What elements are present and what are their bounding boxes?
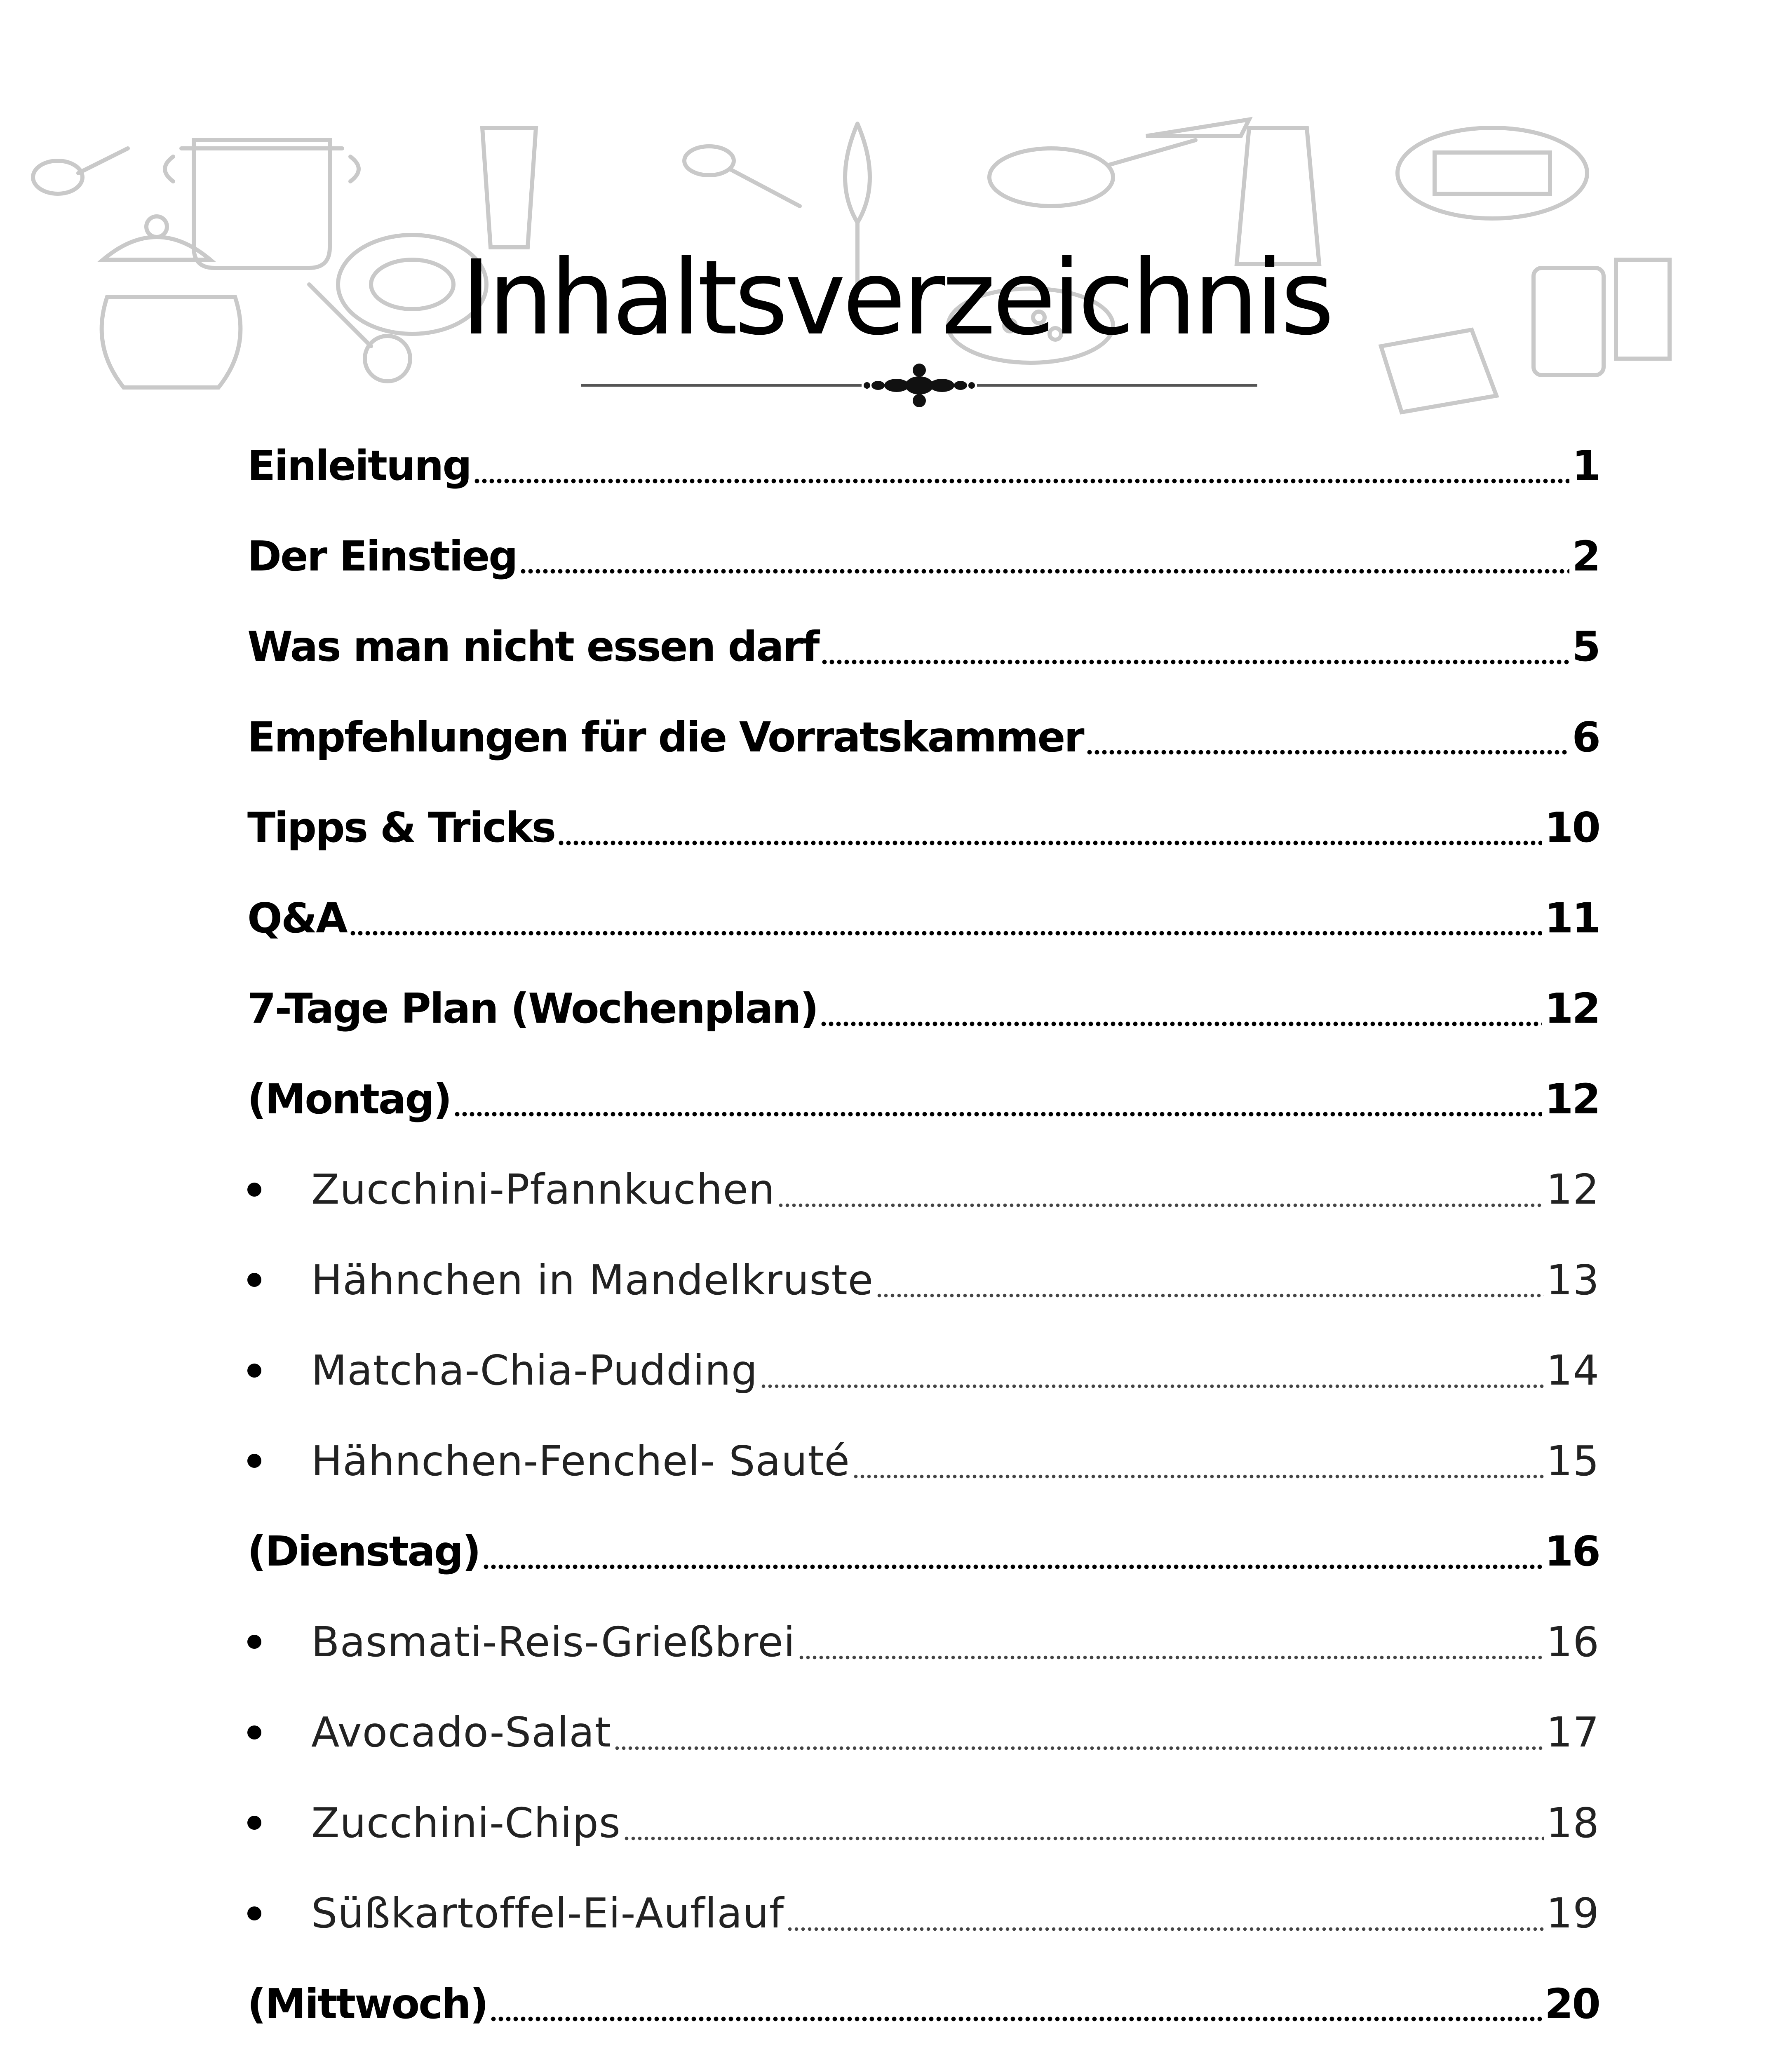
- toc-entry-page: 19: [1546, 1889, 1599, 1938]
- bullet-icon: [247, 1816, 261, 1830]
- toc-entry-vorratskammer[interactable]: [247, 692, 1599, 783]
- dot-leader: [777, 1169, 1543, 1210]
- toc-entry-page: 14: [1546, 1346, 1599, 1395]
- toc-entry-page: 6: [1572, 713, 1599, 761]
- toc-entry-was-man-nicht-essen-darf[interactable]: [247, 601, 1599, 692]
- dot-leader: [853, 1440, 1544, 1481]
- bullet-icon: [247, 1183, 261, 1197]
- toc-entry-mittwoch[interactable]: [247, 1959, 1599, 2049]
- bullet-icon: [247, 1364, 261, 1378]
- dot-leader: [798, 1621, 1544, 1662]
- toc-entry-label: Matcha-Chia-Pudding: [311, 1346, 758, 1395]
- toc-entry-page: 18: [1546, 1798, 1599, 1847]
- toc-entry-label: Zucchini-Pfannkuchen: [311, 1165, 775, 1214]
- toc-entry-avocado-salat[interactable]: [247, 1687, 1599, 1778]
- toc-entry-label: Tipps & Tricks: [247, 803, 555, 852]
- toc-entry-page: 20: [1544, 1979, 1599, 2028]
- toc-entry-label: (Mittwoch): [247, 1979, 488, 2028]
- toc-entry-page: 5: [1572, 622, 1599, 671]
- toc-entry-label: Der Einstieg: [247, 532, 517, 580]
- dot-leader: [490, 1983, 1542, 2024]
- toc-entry-page: 16: [1546, 1617, 1599, 1666]
- dot-leader: [820, 988, 1542, 1029]
- toc-entry-der-einstieg[interactable]: [247, 511, 1599, 602]
- bullet-icon: [247, 1635, 261, 1649]
- toc-entry-page: 1: [1572, 441, 1599, 490]
- toc-entry-label: Was man nicht essen darf: [247, 622, 819, 671]
- dot-leader: [623, 1802, 1544, 1843]
- toc-entry-label: (Dienstag): [247, 1527, 480, 1576]
- toc-entry-page: 16: [1544, 1527, 1599, 1576]
- toc-entry-page: 12: [1544, 984, 1599, 1033]
- toc-entry-page: 15: [1546, 1437, 1599, 1485]
- dot-leader: [821, 626, 1569, 667]
- toc-entry-haehnchen-mandelkruste[interactable]: [247, 1235, 1599, 1326]
- dot-leader: [519, 535, 1570, 577]
- toc-entry-matcha-chia-pudding[interactable]: [247, 1325, 1599, 1416]
- toc-entry-label: Zucchini-Chips: [311, 1798, 621, 1847]
- dot-leader: [1086, 716, 1570, 758]
- toc-entry-einleitung[interactable]: [247, 420, 1599, 511]
- toc-entry-suesskartoffel-ei-auflauf[interactable]: [247, 1868, 1599, 1959]
- toc-entry-page: 2: [1572, 532, 1599, 580]
- bullet-icon: [247, 1273, 261, 1287]
- bullet-icon: [247, 1906, 261, 1920]
- toc-entry-label: Empfehlungen für die Vorratskammer: [247, 713, 1083, 761]
- toc-entry-page: 11: [1544, 894, 1599, 942]
- toc-entry-page: 12: [1544, 1075, 1599, 1123]
- dot-leader: [349, 897, 1542, 939]
- toc-entry-page: 12: [1546, 1165, 1599, 1214]
- toc-entry-qa[interactable]: [247, 873, 1599, 964]
- toc-entry-zucchini-chips[interactable]: [247, 1778, 1599, 1869]
- toc-entry-label: Süßkartoffel-Ei-Auflauf: [311, 1889, 784, 1938]
- toc-entry-tipps-tricks[interactable]: [247, 782, 1599, 873]
- dot-leader: [614, 1712, 1544, 1753]
- toc-entry-label: Einleitung: [247, 441, 471, 490]
- toc-entry-haehnchen-fenchel-saute[interactable]: [247, 1416, 1599, 1507]
- toc-entry-label: Basmati-Reis-Grießbrei: [311, 1617, 796, 1666]
- toc-entry-montag[interactable]: [247, 1054, 1599, 1145]
- toc-entry-page: 17: [1546, 1708, 1599, 1757]
- flourish-divider-icon: [581, 363, 1257, 408]
- toc-entry-label: Hähnchen-Fenchel- Sauté: [311, 1437, 850, 1485]
- bullet-icon: [247, 1454, 261, 1468]
- toc-entry-label: 7-Tage Plan (Wochenplan): [247, 984, 818, 1033]
- table-of-contents: [247, 420, 1599, 2061]
- dot-leader: [557, 807, 1542, 848]
- toc-entry-honig-joghurt[interactable]: [247, 2049, 1599, 2061]
- toc-entry-zucchini-pfannkuchen[interactable]: [247, 1144, 1599, 1235]
- dot-leader: [787, 1893, 1544, 1934]
- toc-entry-label: Q&A: [247, 894, 347, 942]
- dot-leader: [876, 1259, 1544, 1300]
- toc-entry-dienstag[interactable]: [247, 1506, 1599, 1597]
- toc-entry-label: Avocado-Salat: [311, 1708, 611, 1757]
- toc-entry-page: 10: [1544, 803, 1599, 852]
- bullet-icon: [247, 1725, 261, 1739]
- toc-entry-page: 13: [1546, 1256, 1599, 1304]
- toc-entry-label: Hähnchen in Mandelkruste: [311, 1256, 874, 1304]
- dot-leader: [453, 1078, 1542, 1120]
- toc-entry-label: (Montag): [247, 1075, 451, 1123]
- toc-entry-basmati-reis-griessbrei[interactable]: [247, 1597, 1599, 1688]
- dot-leader: [473, 445, 1569, 486]
- toc-entry-7-tage-plan[interactable]: [247, 963, 1599, 1054]
- dot-leader: [760, 1350, 1543, 1391]
- dot-leader: [482, 1531, 1542, 1572]
- page-title: Inhaltsverzeichnis: [461, 237, 1331, 358]
